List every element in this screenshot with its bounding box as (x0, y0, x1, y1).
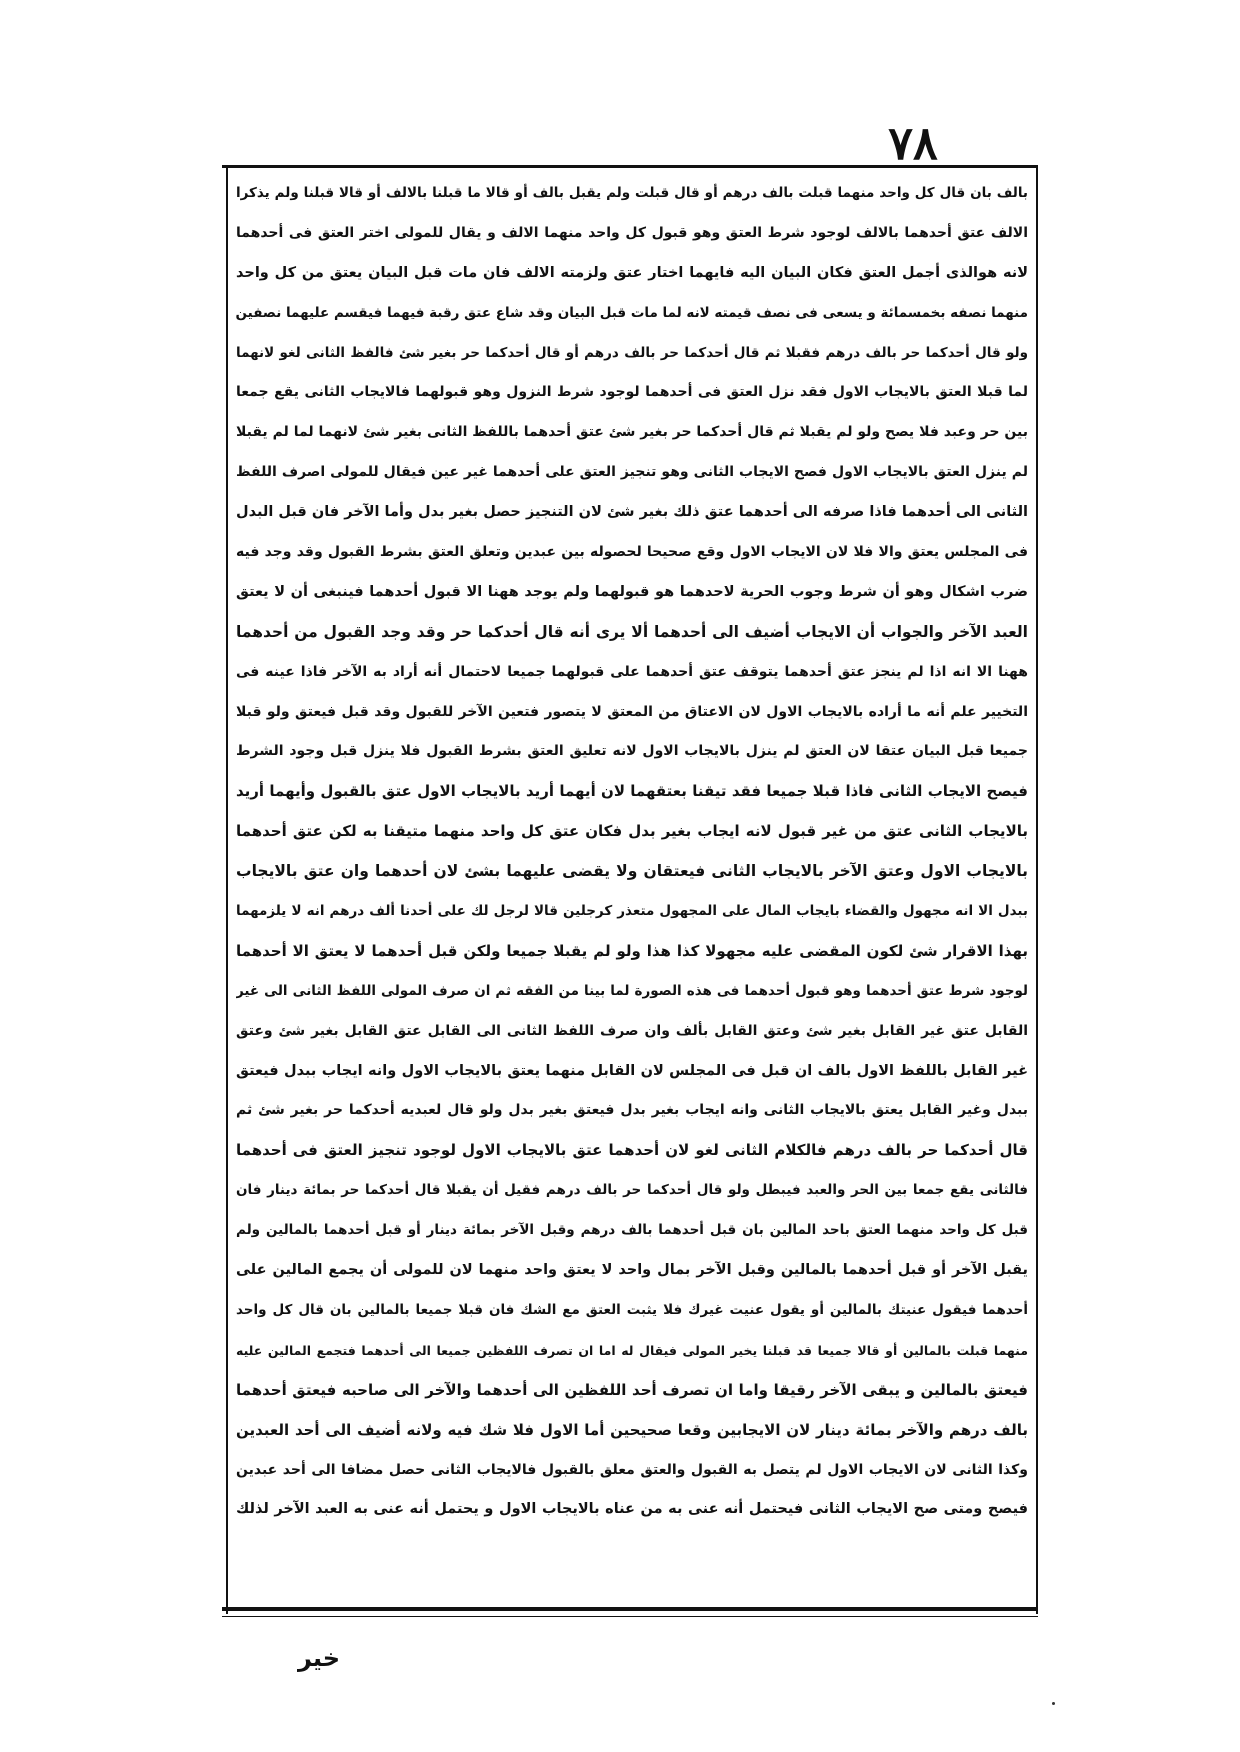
text-line: ضرب اشكال وهو أن شرط وجوب الحرية لاحدهما هو قبولهما ولم يوجد ههنا الا قبول أحدهما فينبغى أن لا يعتق (236, 583, 1028, 600)
scan-speck (1052, 1702, 1055, 1705)
text-line: العبد الآخر والجواب أن الايجاب أضيف الى أحدهما ألا يرى أنه قال أحدكما حر وقد وجد القبول من أحدهما (236, 622, 1028, 641)
text-line: فيصح ومتى صح الايجاب الثانى فيحتمل أنه عنى به من عناه بالايجاب الاول و يحتمل أنه عنى به العبد الآخر لذلك (236, 1501, 1028, 1518)
text-line: غير القابل باللفظ الاول بالف ان قبل فى المجلس لان القابل منهما يعتق بالايجاب الاول وانه ايجاب ببدل فيعتق (236, 1062, 1028, 1079)
text-line: فيصح الايجاب الثانى فاذا قبلا جميعا فقد تيقنا بعتقهما لان أيهما أريد بالايجاب الاول عتق بالقبول وأيهما أريد (236, 782, 1028, 801)
frame-bottom-rule (222, 1607, 1038, 1617)
text-line: التخيير علم أنه ما أراده بالايجاب الاول لان الاعتاق من المعتق لا يتصور فتعين الآخر للقبول وقد قبل فيعتق ولو قبلا (236, 703, 1028, 720)
text-line: أحدهما فيقول عنيتك بالمالين أو يقول عنيت غيرك فلا يثبت العتق مع الشك فان قبلا جميعا بالمالين بان قال كل واحد (236, 1301, 1028, 1318)
text-line: منهما نصفه بخمسمائة و يسعى فى نصف قيمته لانه لما مات قبل البيان وقد شاع عتق رقبة فيهما فيقسم عليهما نصفين (236, 304, 1028, 321)
text-line: فى المجلس يعتق والا فلا لان الايجاب الاول وقع صحيحا لحصوله بين عبدين وتعلق العتق بشرط القبول وقد وجد فيه (236, 544, 1028, 561)
text-line: وكذا الثانى لان الايجاب الاول لم يتصل به القبول والعتق معلق بالقبول فالايجاب الثانى حصل مضافا الى أحد عبدين (236, 1461, 1028, 1478)
text-line: قبل كل واحد منهما العتق باحد المالين بان قبل أحدهما بالف درهم وقبل الآخر بمائة دينار أو قبل أحدهما بالمالين ولم (236, 1222, 1028, 1239)
text-line: قال أحدكما حر بالف درهم فالكلام الثانى لغو لان أحدهما عتق بالايجاب الاول لوجود تنجيز العتق فى أحدهما (236, 1141, 1028, 1160)
text-line: يقبل الآخر أو قبل أحدهما بالمالين وقبل الآخر بمال واحد لا يعتق واحد منهما لان للمولى أن يجمع المالين على (236, 1262, 1028, 1279)
text-line: منهما قبلت بالمالين أو قالا جميعا قد قبلنا يخير المولى فيقال له اما ان تصرف اللفظين جميعا الى أحدهما فتجمع المالين عليه (236, 1342, 1028, 1358)
text-line: لانه هوالذى أجمل العتق فكان البيان اليه فايهما اختار عتق ولزمته الالف فان مات قبل البيان يعتق من كل واحد (236, 264, 1028, 281)
text-line: بالف درهم والآخر بمائة دينار لان الايجابين وقعا صحيحين أما الاول فلا شك فيه ولانه أضيف الى أحد العبدين (236, 1420, 1028, 1439)
text-line: بين حر وعبد فلا يصح ولو لم يقبلا ثم قال أحدكما حر بغير شئ عتق أحدهما باللفظ الثانى بغير شئ لانهما لما لم يقبلا (236, 424, 1028, 441)
main-text (236, 174, 1028, 1530)
text-line: بالايجاب الثانى عتق من غير قبول لانه ايجاب بغير بدل فكان عتق كل واحد منهما متيقنا به لكن عتق أحدهما (236, 822, 1028, 841)
text-line: ههنا الا انه اذا لم ينجز عتق أحدهما يتوقف عتق أحدهما على قبولهما جميعا لاحتمال أنه أراد به الآخر فاذا عينه فى (236, 663, 1028, 680)
text-line: فالثانى يقع جمعا بين الحر والعبد فيبطل ولو قال أحدكما حر بالف درهم فقيل أن يقبلا قال أحدكما حر بمائة دينار فان (236, 1182, 1028, 1199)
text-line: بالايجاب الاول وعتق الآخر بالايجاب الثانى فيعتقان ولا يقضى عليهما بشئ لان أحدهما وان عتق بالايجاب (236, 862, 1028, 881)
text-line: ولو قال أحدكما حر بالف درهم فقبلا ثم قال أحدكما حر بالف درهم أو قال أحدكما حر بغير شئ فالفظ الثانى لغو لانهما (236, 344, 1028, 361)
text-line: القابل عتق غير القابل بغير شئ وعتق القابل بألف وان صرف اللفظ الثانى الى القابل عتق القابل بغير شئ وعتق (236, 1022, 1028, 1039)
text-line: ببدل الا انه مجهول والقضاء بايجاب المال على المجهول متعذر كرجلين قالا لرجل لك على أحدنا ألف درهم انه لا يلزمهما (236, 903, 1028, 920)
text-line: لما قبلا العتق بالايجاب الاول فقد نزل العتق فى أحدهما لوجود شرط النزول وهو قبولهما فالايجاب الثانى يقع جمعا (236, 384, 1028, 401)
page-number: ٧٨ (888, 116, 938, 170)
text-line: جميعا قبل البيان عتقا لان العتق لم ينزل بالايجاب الاول لانه تعليق العتق بشرط القبول فلا ينزل قبل وجود الشرط (236, 743, 1028, 760)
text-line: الالف عتق أحدهما بالالف لوجود شرط العتق وهو قبول كل واحد منهما الالف و يقال للمولى اختر العتق فى أحدهما (236, 224, 1028, 241)
text-line: فيعتق بالمالين و يبقى الآخر رقيقا واما ان تصرف أحد اللفظين الى أحدهما والآخر الى صاحبه فيعتق أحدهما (236, 1380, 1028, 1399)
text-line: بهذا الاقرار شئ لكون المقضى عليه مجهولا كذا هذا ولو لم يقبلا جميعا ولكن قبل أحدهما لا يعتق الا أحدهما (236, 941, 1028, 960)
text-line: لم ينزل العتق بالايجاب الاول فصح الايجاب الثانى وهو تنجيز العتق على أحدهما غير عين فيقال للمولى اصرف اللفظ (236, 464, 1028, 481)
text-line: لوجود شرط عتق أحدهما وهو قبول أحدهما فى هذه الصورة لما بينا من الفقه ثم ان صرف المولى اللفظ الثانى الى غير (236, 982, 1028, 999)
text-line: بالف بان قال كل واحد منهما قبلت بالف درهم أو قال قبلت ولم يقبل بالف أو قالا ما قبلنا بالالف أو قالا قبلنا ولم يذكرا (236, 185, 1028, 201)
catchword: خير (297, 1644, 340, 1672)
text-line: ببدل وغير القابل يعتق بالايجاب الثانى وانه ايجاب بغير بدل فيعتق بغير بدل ولو قال لعبديه أحدكما حر بغير شئ ثم (236, 1102, 1028, 1119)
text-line: الثانى الى أحدهما فاذا صرفه الى أحدهما عتق ذلك بغير شئ لان التنجيز حصل بغير بدل وأما الآخر فان قبل البدل (236, 504, 1028, 521)
